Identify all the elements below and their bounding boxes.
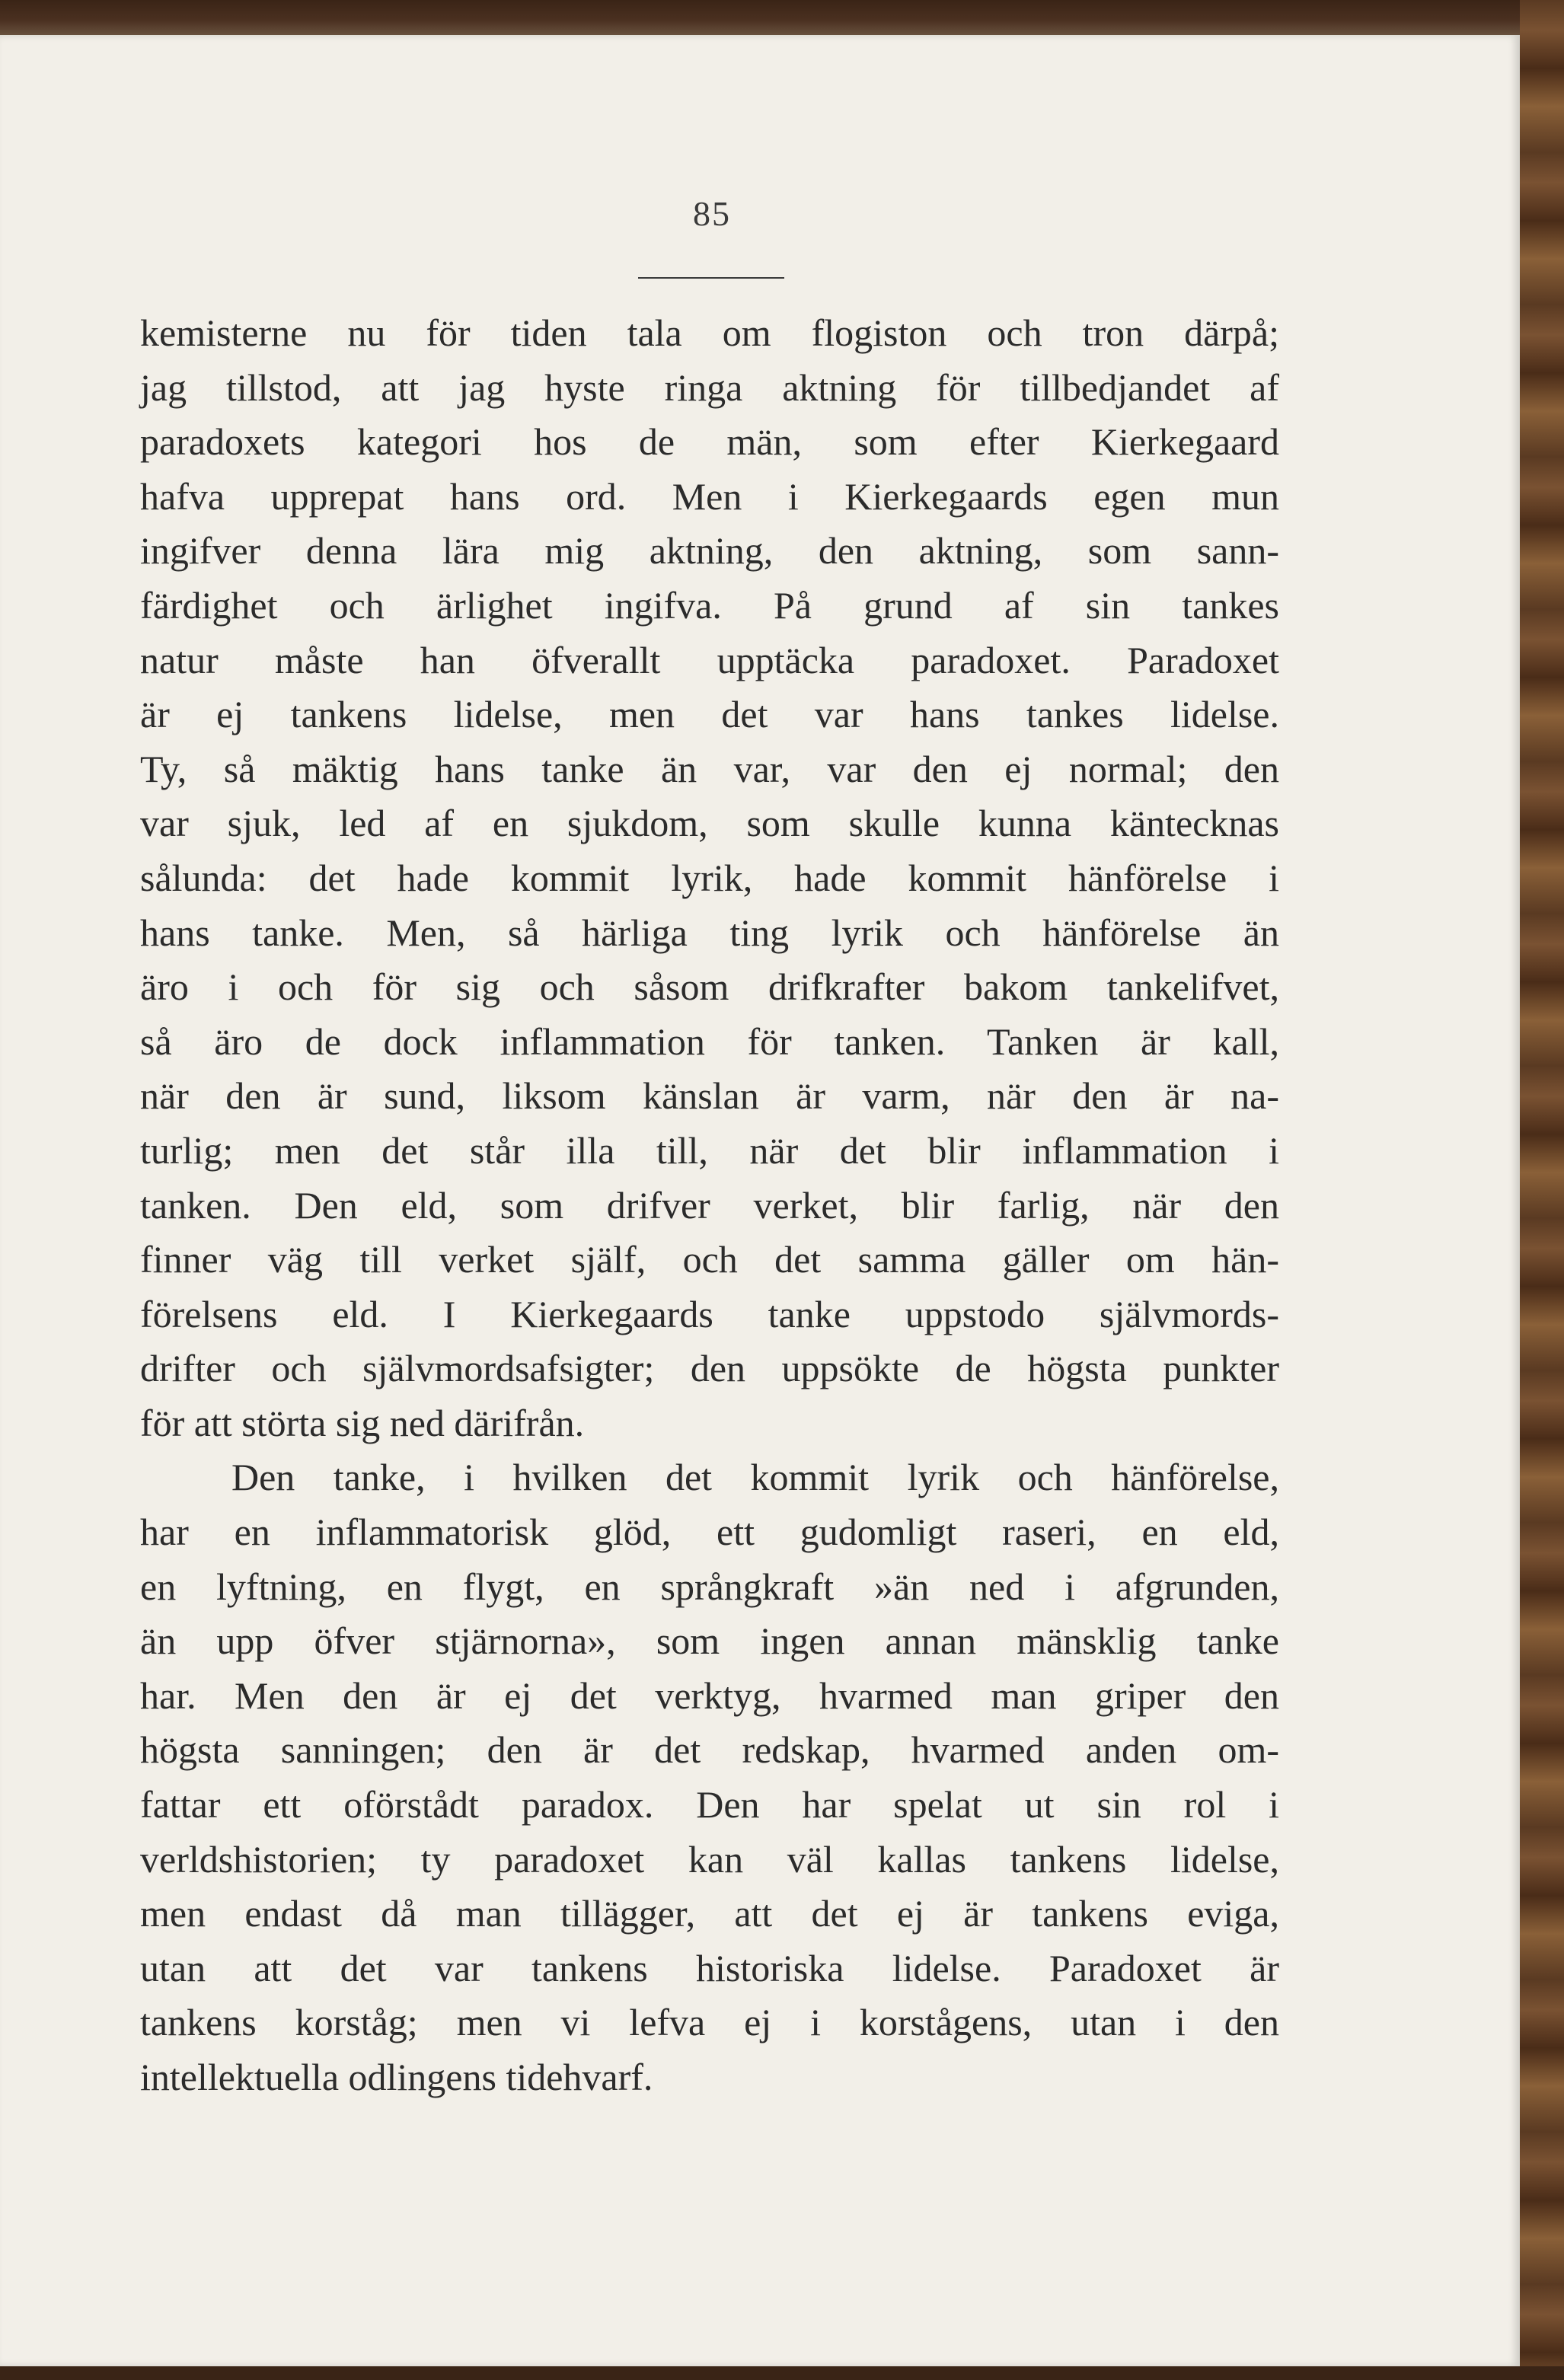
text-line: jag tillstod, att jag hyste ringa aktning för tillbedjandet af: [140, 365, 1279, 409]
book-bottom-edge: [0, 2366, 1564, 2380]
text-line: har. Men den är ej det verktyg, hvarmed man griper den: [140, 1673, 1279, 1717]
book-top-edge: [0, 0, 1564, 37]
header-rule: [638, 277, 784, 279]
paragraph-start-line: Den tanke, i hvilken det kommit lyrik och hänförelse,: [231, 1456, 1279, 1499]
text-line: en lyftning, en flygt, en språngkraft »än ned i afgrunden,: [140, 1565, 1279, 1608]
text-line: kemisterne nu för tiden tala om flogiston och tron därpå;: [140, 311, 1279, 354]
text-line: än upp öfver stjärnorna», som ingen annan mänsklig tanke: [140, 1619, 1279, 1663]
text-line: sålunda: det hade kommit lyrik, hade kommit hänförelse i: [140, 856, 1279, 899]
text-line: verldshistorien; ty paradoxet kan väl kallas tankens lidelse,: [140, 1837, 1279, 1881]
text-line: finner väg till verket själf, och det samma gäller om hän-: [140, 1238, 1279, 1281]
text-line: ingifver denna lära mig aktning, den aktning, som sann-: [140, 529, 1279, 573]
text-line: har en inflammatorisk glöd, ett gudomligt raseri, en eld,: [140, 1511, 1279, 1554]
text-line: högsta sanningen; den är det redskap, hvarmed anden om-: [140, 1728, 1279, 1772]
text-line: färdighet och ärlighet ingifva. På grund af sin tankes: [140, 583, 1279, 627]
page-number: 85: [693, 194, 731, 233]
text-line: drifter och självmordsafsigter; den uppsökte de högsta punkter: [140, 1347, 1279, 1390]
text-line: var sjuk, led af en sjukdom, som skulle kunna käntecknas: [140, 802, 1279, 845]
text-line: Ty, så mäktig hans tanke än var, var den ej normal; den: [140, 747, 1279, 790]
text-line: intellektuella odlingens tidehvarf.: [140, 2056, 653, 2098]
text-line: natur måste han öfverallt upptäcka paradoxet. Paradoxet: [140, 638, 1279, 681]
text-line: när den är sund, liksom känslan är varm, när den är na-: [140, 1074, 1279, 1118]
text-line: tankens korståg; men vi lefva ej i korstågens, utan i den: [140, 2001, 1279, 2044]
text-line: fattar ett oförstådt paradox. Den har spelat ut sin rol i: [140, 1783, 1279, 1826]
text-line: utan att det var tankens historiska lidelse. Paradoxet är: [140, 1946, 1279, 1989]
text-line: förelsens eld. I Kierkegaards tanke uppstodo självmords-: [140, 1292, 1279, 1335]
text-line: hans tanke. Men, så härliga ting lyrik och hänförelse än: [140, 911, 1279, 954]
text-line: paradoxets kategori hos de män, som efter Kierkegaard: [140, 420, 1279, 464]
text-line: hafva upprepat hans ord. Men i Kierkegaards egen mun: [140, 474, 1279, 518]
text-line: men endast då man tillägger, att det ej är tankens eviga,: [140, 1892, 1279, 1935]
book-page: [0, 35, 1520, 2366]
text-line: så äro de dock inflammation för tanken. Tanken är kall,: [140, 1019, 1279, 1063]
text-line: är ej tankens lidelse, men det var hans tankes lidelse.: [140, 693, 1279, 736]
text-line: för att störta sig ned därifrån.: [140, 1401, 585, 1444]
body-text: [140, 306, 1279, 2105]
text-line: äro i och för sig och såsom drifkrafter bakom tankelifvet,: [140, 965, 1279, 1009]
book-cover-edge: [1520, 0, 1564, 2380]
text-line: turlig; men det står illa till, när det blir inflammation i: [140, 1128, 1279, 1172]
text-line: tanken. Den eld, som drifver verket, blir farlig, när den: [140, 1183, 1279, 1227]
